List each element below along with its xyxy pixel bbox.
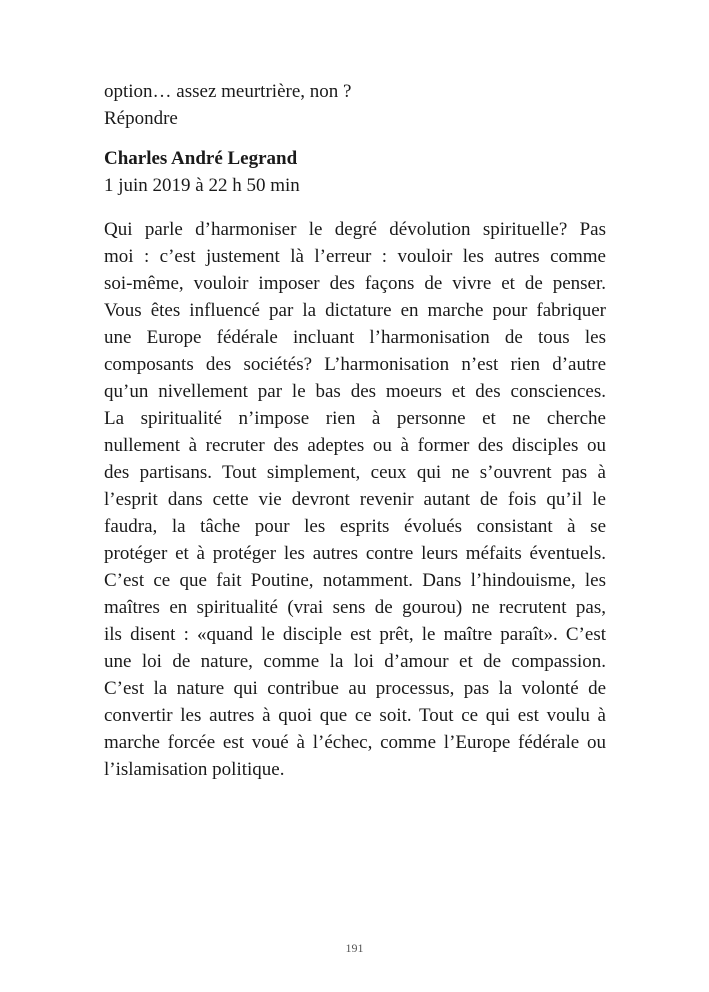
comment-line: composants des sociétés? L’harmonisation n’est rien d’autre <box>104 354 606 375</box>
comment-line: nullement à recruter des adeptes ou à former des disciples ou <box>104 435 606 456</box>
comment-line: qu’un nivellement par le bas des moeurs et des consciences. <box>104 381 606 402</box>
comment-line: faudra, la tâche pour les esprits évolués consistant à se <box>104 516 606 537</box>
previous-comment-tail: option… assez meurtrière, non ? <box>104 81 352 102</box>
comment-line: l’islamisation politique. <box>104 759 285 780</box>
comment-date: 1 juin 2019 à 22 h 50 min <box>104 175 300 196</box>
comment-body <box>104 216 606 783</box>
comment-line: moi : c’est justement là l’erreur : vouloir les autres comme <box>104 246 606 267</box>
comment-line: l’esprit dans cette vie devront revenir autant de fois qu’il le <box>104 489 606 510</box>
page-number: 191 <box>345 941 364 955</box>
comment-line: marche forcée est voué à l’échec, comme l’Europe fédérale ou <box>104 732 606 753</box>
comment-line: C’est la nature qui contribue au processus, pas la volonté de <box>104 678 606 699</box>
comment-line: maîtres en spiritualité (vrai sens de gourou) ne recrutent pas, <box>104 597 606 618</box>
comment-line: soi-même, vouloir imposer des façons de vivre et de penser. <box>104 273 606 294</box>
comment-line: ils disent : «quand le disciple est prêt, le maître paraît». C’est <box>104 624 606 645</box>
comment-line: des partisans. Tout simplement, ceux qui ne s’ouvrent pas à <box>104 462 606 483</box>
comment-line: convertir les autres à quoi que ce soit. Tout ce qui est voulu à <box>104 705 606 726</box>
comment-author: Charles André Legrand <box>104 148 298 169</box>
page-content <box>104 78 606 783</box>
comment-line: Qui parle d’harmoniser le degré dévolution spirituelle? Pas <box>104 219 606 240</box>
comment-line: Vous êtes influencé par la dictature en marche pour fabriquer <box>104 300 606 321</box>
comment-line: une Europe fédérale incluant l’harmonisation de tous les <box>104 327 606 348</box>
comment-line: protéger et à protéger les autres contre leurs méfaits éventuels. <box>104 543 606 564</box>
comment-line: une loi de nature, comme la loi d’amour et de compassion. <box>104 651 606 672</box>
comment-line: C’est ce que fait Poutine, notamment. Dans l’hindouisme, les <box>104 570 606 591</box>
comment-line: La spiritualité n’impose rien à personne et ne cherche <box>104 408 606 429</box>
reply-link[interactable]: Répondre <box>104 108 178 129</box>
